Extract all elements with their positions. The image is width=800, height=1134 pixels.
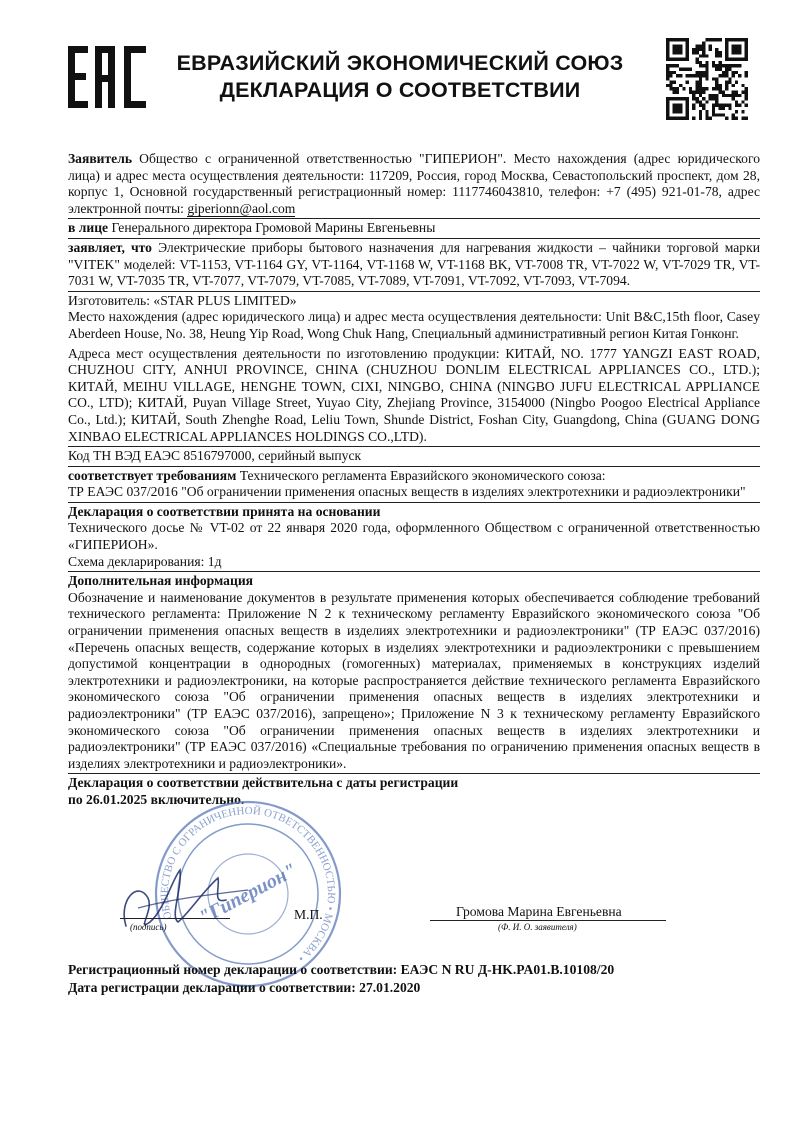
manufacturer-production: Адреса мест осуществления деятельности по изготовлению продукции: КИТАЙ, NO. 1777 YANGZI EAST ROAD, CHUZHOU CITY, ANHUI PROVINCE, CHINA (CHUZHOU DONLIM ELECTRICAL APPLIANCES CO., LTD.); КИТАЙ, MEIHU VILLAGE, HENGHE TOWN, CIXI, NINGBO, CHINA (NINGBO JUFU ELECTRICAL APPLIANCE CO., LTD); КИТАЙ, Puyan Village Street, Yuyao City, Zhejiang Province, 3154000 (Ningbo Poogoo Electrical Appliance Co., Ltd.); КИТАЙ, South Zhenghe Road, Leliu Town, Shunde District, Foshan City, Guangdong, China (GUANG DONG XINBAO ELECTRICAL APPLIANCES HOLDINGS CO.,LTD). — [68, 345, 760, 444]
manufacturer-line: Изготовитель: «STAR PLUS LIMITED» — [68, 292, 297, 308]
basis-section — [68, 504, 760, 572]
code-section — [68, 448, 760, 467]
conformity-text: Технического регламента Евразийского экономического союза: — [236, 467, 606, 483]
representative-label: в лице — [68, 220, 109, 236]
declaration-body — [68, 151, 760, 811]
title-line-2: ДЕКЛАРАЦИЯ О СООТВЕТСТВИИ — [219, 78, 581, 102]
registration-number: Регистрационный номер декларации о соответствии: ЕАЭС N RU Д-HK.PA01.B.10108/20 — [68, 962, 615, 977]
name-caption: (Ф. И. О. заявителя) — [498, 922, 577, 932]
additional-section — [68, 573, 760, 774]
qr-code-icon — [666, 38, 748, 120]
signature-area — [68, 880, 760, 940]
validity-line-2: по 26.01.2025 включительно. — [68, 791, 245, 807]
title-line-1: ЕВРАЗИЙСКИЙ ЭКОНОМИЧЕСКИЙ СОЮЗ — [176, 51, 624, 75]
declares-text: Электрические приборы бытового назначения для нагревания жидкости – чайники торговой марки "VITEK" моделей: VT-1153, VT-1164 GY, VT-1164, VT-1168 W, VT-1168 BK, VT-7008 TR, VT-7022 W, VT-7029 TR, VT-7031 W, VT-7035 TR, VT-7077, VT-7079, VT-7085, VT-7089, VT-7091, VT-7092, VT-7093, VT-7094. — [68, 239, 760, 289]
conformity-regulation: ТР ЕАЭС 037/2016 "Об ограничении применения опасных веществ в изделиях электротехники и радиоэлектроники" — [68, 484, 746, 500]
stamp-place-label: М.П. — [294, 907, 323, 922]
additional-text: Обозначение и наименование документов в результате применения которых обеспечивается соблюдение требований технического регламента: Приложение N 2 к техническому регламенту Евразийского экономического союза "Об ограничении применения опасных веществ в изделиях электротехники и радиоэлектроники" (ТР ЕАЭС 037/2016) «Перечень опасных веществ, содержание которых в изделиях электротехники и радиоэлектроники с превышением допустимой концентрации в однородных (гомогенных) материалах, применяемых в конструкциях изделий электротехники и радиоэлектроники, на которые распространяется действие технического регламента Евразийского экономического союза "Об ограничении применения опасных веществ в изделиях электротехники и радиоэлектроники" (ТР ЕАЭС 037/2016), запрещено»; Приложение N 3 к техническому регламенту Евразийского экономического союза "Об ограничении применения опасных веществ в изделиях электротехники и радиоэлектроники" (ТР ЕАЭС 037/2016) «Специальные требования по ограничению применения опасных веществ в изделиях электротехники и радиоэлектроники». — [68, 589, 760, 771]
applicant-section — [68, 151, 760, 219]
stamp-text: "Гиперион" — [195, 859, 301, 929]
declares-section — [68, 240, 760, 292]
registration-date: Дата регистрации декларации о соответствии: 27.01.2020 — [68, 980, 421, 995]
applicant-email: giperionn@aol.com — [187, 200, 296, 216]
validity-line-1: Декларация о соответствии действительна с даты регистрации — [68, 775, 459, 791]
applicant-label: Заявитель — [68, 151, 133, 166]
basis-scheme: Схема декларирования: 1д — [68, 553, 222, 569]
name-line — [430, 920, 666, 921]
signatory-name: Громова Марина Евгеньевна — [456, 904, 622, 919]
svg-text:ОБЩЕСТВО С ОГРАНИЧЕННОЙ ОТВЕТС: ОБЩЕСТВО С ОГРАНИЧЕННОЙ ОТВЕТСТВЕННОСТЬЮ • МОСКВА • — [158, 804, 338, 965]
declares-label: заявляет, что — [68, 239, 152, 255]
representative-text: Генерального директора Громовой Марины Евгеньевны — [108, 220, 436, 236]
code-text: Код ТН ВЭД ЕАЭС 8516797000, серийный выпуск — [68, 448, 362, 464]
signature-line — [120, 918, 230, 919]
document-title — [150, 50, 650, 104]
conformity-label: соответствует требованиям — [68, 467, 237, 483]
applicant-text: Общество с ограниченной ответственностью "ГИПЕРИОН". Место нахождения (адрес юридического лица) и адрес места осуществления деятельности: 117209, Россия, город Москва, Севастопольский проспект, дом 28, корпус 1, Основной государственный регистрационный номер: 1117746043810, телефон: +7 (495) 921-01-78, адрес электронной почты: — [68, 151, 760, 216]
basis-text: Технического досье № VT-02 от 22 января 2020 года, оформленного Обществом с ограниченной ответственностью «ГИПЕРИОН». — [68, 520, 760, 553]
manufacturer-section — [68, 293, 760, 447]
conformity-section — [68, 468, 760, 503]
signature-caption: (подпись) — [130, 922, 167, 932]
basis-label: Декларация о соответствии принята на основании — [68, 503, 381, 519]
representative-section — [68, 220, 760, 239]
eac-logo-icon — [66, 44, 150, 110]
registration-block — [68, 961, 760, 997]
manufacturer-location: Место нахождения (адрес юридического лица) и адрес места осуществления деятельности: Unit B&C,15th floor, Casey Aberdeen House, No. 38, Heung Yip Road, Wong Chuk Hang, Специальный административный регион Китая Гонконг. — [68, 309, 760, 341]
additional-label: Дополнительная информация — [68, 573, 254, 589]
